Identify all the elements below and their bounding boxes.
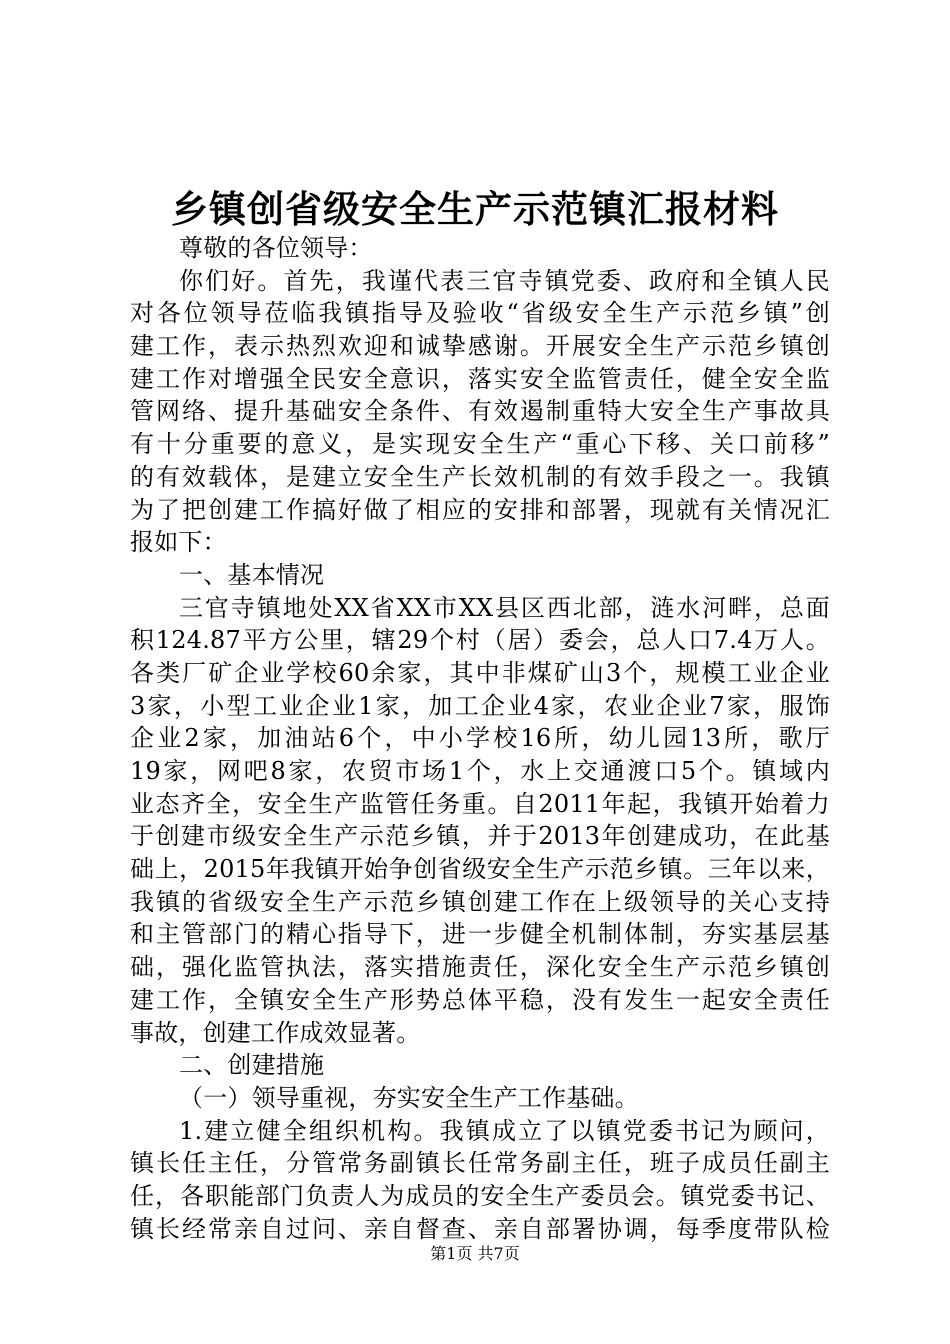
paragraph-line: 础，强化监管执法，落实措施责任，深化安全生产示范乡镇创 — [130, 953, 830, 982]
paragraph-line: 三官寺镇地处XX省XX市XX县区西北部，涟水河畔，总面 — [179, 593, 830, 622]
paragraph-line: 为了把创建工作搞好做了相应的安排和部署，现就有关情况汇 — [130, 495, 830, 524]
page-footer: 第1页 共7页 — [430, 1244, 520, 1263]
paragraph-line: 你们好。首先，我谨代表三官寺镇党委、政府和全镇人民 — [179, 266, 830, 295]
paragraph-line: 镇长经常亲自过问、亲自督查、亲自部署协调，每季度带队检 — [130, 1214, 830, 1243]
paragraph-line: 建工作对增强全民安全意识，落实安全监管责任，健全安全监 — [130, 364, 830, 393]
paragraph-line: 任，各职能部门负责人为成员的安全生产委员会。镇党委书记、 — [130, 1181, 830, 1210]
paragraph-line: 和主管部门的精心指导下，进一步健全机制体制，夯实基层基 — [130, 920, 830, 949]
subsection-heading: （一）领导重视，夯实安全生产工作基础。 — [179, 1083, 639, 1112]
paragraph-line: 企业2家，加油站6个，中小学校16所，幼儿园13所，歌厅 — [130, 724, 830, 753]
paragraph-line: 于创建市级安全生产示范乡镇，并于2013年创建成功，在此基 — [130, 822, 830, 851]
section-heading: 一、基本情况 — [179, 560, 325, 589]
document-body — [130, 232, 830, 1245]
paragraph-line: 的有效载体，是建立安全生产长效机制的有效手段之一。我镇 — [130, 462, 830, 491]
paragraph-line: 对各位领导莅临我镇指导及验收“省级安全生产示范乡镇”创 — [130, 299, 830, 328]
paragraph-line: 础上，2015年我镇开始争创省级安全生产示范乡镇。三年以来， — [130, 855, 830, 884]
paragraph-line: 各类厂矿企业学校60余家，其中非煤矿山3个，规模工业企业 — [130, 658, 830, 687]
paragraph-line: 积124.87平方公里，辖29个村（居）委会，总人口7.4万人。 — [130, 626, 830, 655]
paragraph-line: 事故，创建工作成效显著。 — [130, 1018, 421, 1047]
paragraph-line: 业态齐全，安全生产监管任务重。自2011年起，我镇开始着力 — [130, 789, 830, 818]
paragraph-line: 我镇的省级安全生产示范乡镇创建工作在上级领导的关心支持 — [130, 887, 830, 916]
paragraph-line: 1.建立健全组织机构。我镇成立了以镇党委书记为顾问， — [179, 1116, 830, 1145]
paragraph-line: 报如下： — [130, 528, 227, 557]
document-title: 乡镇创省级安全生产示范镇汇报材料 — [171, 187, 779, 231]
paragraph-line: 19家，网吧8家，农贸市场1个，水上交通渡口5个。镇域内 — [130, 757, 830, 785]
paragraph-line: 有十分重要的意义，是实现安全生产“重心下移、关口前移” — [130, 430, 830, 459]
section-heading: 二、创建措施 — [179, 1051, 325, 1080]
paragraph-line: 管网络、提升基础安全条件、有效遏制重特大安全生产事故具 — [130, 397, 830, 426]
salutation: 尊敬的各位领导： — [179, 234, 373, 262]
paragraph-line: 建工作，表示热烈欢迎和诚挚感谢。开展安全生产示范乡镇创 — [130, 332, 830, 361]
paragraph-line: 建工作，全镇安全生产形势总体平稳，没有发生一起安全责任 — [130, 985, 830, 1014]
paragraph-line: 镇长任主任，分管常务副镇长任常务副主任，班子成员任副主 — [130, 1149, 830, 1178]
paragraph-line: 3家，小型工业企业1家，加工企业4家，农业企业7家，服饰 — [130, 691, 830, 720]
